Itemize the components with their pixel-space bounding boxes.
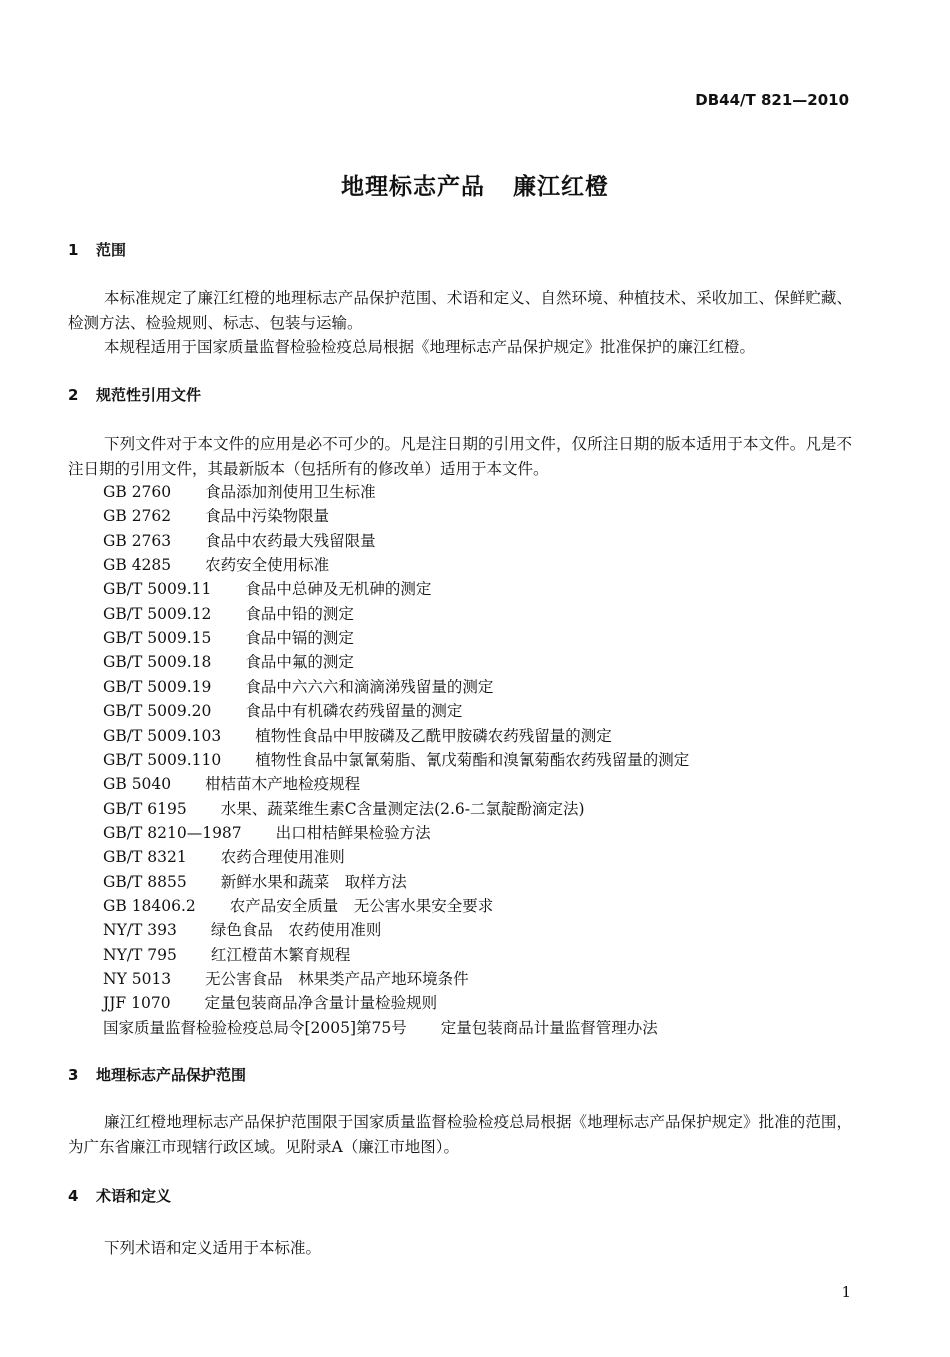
section-1-paragraph-2: 本规程适用于国家质量监督检验检疫总局根据《地理标志产品保护规定》批准保护的廉江红橙。 [104, 338, 756, 356]
reference-title: 食品中六六六和滴滴涕残留量的测定 [245, 677, 494, 696]
reference-title: 食品添加剂使用卫生标准 [205, 483, 376, 501]
section-4-paragraph-1: 下列术语和定义适用于本标准。 [104, 1239, 322, 1257]
reference-title: 植物性食品中氯氰菊脂、氰戊菊酯和溴氰菊酯农药残留量的测定 [255, 750, 690, 769]
reference-code: GB/T 5009.19 [103, 677, 212, 696]
reference-code: GB/T 5009.12 [103, 604, 212, 623]
reference-code: GB 4285 [103, 556, 172, 575]
reference-code: GB/T 5009.18 [103, 653, 212, 672]
reference-title: 农药安全使用标准 [205, 556, 330, 575]
reference-title: 出口柑桔鲜果检验方法 [275, 823, 431, 842]
reference-code: GB/T 5009.11 [103, 580, 212, 599]
reference-item [103, 991, 437, 1013]
title-part-1: 地理标志产品 [341, 174, 485, 200]
reference-code: GB/T 8321 [103, 848, 187, 867]
reference-code: GB/T 5009.110 [103, 750, 222, 769]
reference-title: 定量包装商品净含量计量检验规则 [204, 994, 438, 1013]
reference-item [103, 1016, 658, 1038]
section-1-paragraph-1: 本标准规定了廉江红橙的地理标志产品保护范围、术语和定义、自然环境、种植技术、采收加工、保鲜贮藏、检测方法、检验规则、标志、包装与运输。 [68, 289, 852, 332]
reference-title: 定量包装商品计量监督管理办法 [440, 1018, 658, 1037]
section-3-paragraph-1: 廉江红橙地理标志产品保护范围限于国家质量监督检验检疫总局根据《地理标志产品保护规定》批准的范围，为广东省廉江市现辖行政区域。见附录A（廉江市地图）。 [68, 1113, 852, 1156]
reference-title: 绿色食品 农药使用准则 [210, 921, 382, 940]
section-2-heading [68, 384, 201, 405]
section-3-heading [68, 1064, 246, 1085]
reference-item [103, 650, 354, 672]
section-1-heading [68, 239, 126, 260]
section-title: 术语和定义 [96, 1187, 172, 1205]
reference-item [103, 480, 376, 502]
reference-code: GB 18406.2 [103, 896, 196, 915]
reference-title: 农产品安全质量 无公害水果安全要求 [229, 896, 494, 915]
page-number: 1 [841, 1283, 851, 1301]
reference-title: 新鲜水果和蔬菜 取样方法 [220, 872, 407, 891]
reference-item [103, 529, 376, 551]
reference-item [103, 602, 354, 624]
reference-title: 植物性食品中甲胺磷及乙酰甲胺磷农药残留量的测定 [255, 726, 612, 745]
reference-code: GB/T 5009.15 [103, 629, 212, 648]
reference-code: GB/T 8855 [103, 872, 187, 891]
reference-code: NY 5013 [103, 970, 172, 988]
reference-item [103, 845, 345, 867]
section-2-intro: 下列文件对于本文件的应用是必不可少的。凡是注日期的引用文件，仅所注日期的版本适用于本文件。凡是不注日期的引用文件，其最新版本（包括所有的修改单）适用于本文件。 [68, 435, 852, 478]
title-part-2: 廉江红橙 [513, 174, 609, 200]
reference-item [103, 748, 689, 770]
reference-item [103, 699, 462, 721]
reference-item [103, 675, 493, 697]
reference-title: 农药合理使用准则 [220, 848, 345, 867]
reference-title: 食品中氟的测定 [245, 653, 354, 672]
reference-title: 食品中污染物限量 [205, 507, 330, 526]
reference-item [103, 821, 431, 843]
reference-code: GB/T 5009.20 [103, 702, 212, 721]
reference-title: 食品中总砷及无机砷的测定 [245, 580, 432, 599]
reference-title: 无公害食品 林果类产品产地环境条件 [205, 970, 469, 988]
section-number: 1 [68, 241, 79, 259]
section-number: 4 [68, 1187, 79, 1205]
document-title [0, 168, 950, 201]
reference-title: 红江橙苗木繁育规程 [210, 945, 351, 964]
reference-item [103, 918, 381, 940]
reference-code: GB 2762 [103, 507, 172, 526]
section-4-heading [68, 1185, 171, 1206]
reference-item [103, 553, 329, 575]
reference-item [103, 577, 431, 599]
reference-code: GB/T 6195 [103, 799, 187, 818]
reference-title: 食品中铅的测定 [245, 604, 354, 623]
reference-code: GB 2760 [103, 483, 172, 501]
section-title: 范围 [96, 241, 127, 259]
section-title: 地理标志产品保护范围 [96, 1066, 247, 1084]
reference-item [103, 772, 360, 794]
reference-code: NY/T 393 [103, 921, 177, 940]
reference-code: GB/T 8210—1987 [103, 823, 242, 842]
reference-item [103, 870, 407, 892]
section-number: 2 [68, 386, 79, 404]
reference-code: JJF 1070 [103, 994, 171, 1013]
reference-item [103, 967, 469, 989]
reference-code: GB 5040 [103, 775, 172, 794]
reference-item [103, 943, 350, 965]
section-number: 3 [68, 1066, 79, 1084]
reference-title: 食品中有机磷农药残留量的测定 [245, 702, 463, 721]
reference-item [103, 894, 493, 916]
reference-item [103, 797, 585, 819]
reference-title: 水果、蔬菜维生素C含量测定法(2.6-二氯靛酚滴定法) [220, 799, 585, 818]
reference-code: GB/T 5009.103 [103, 726, 222, 745]
reference-title: 柑桔苗木产地检疫规程 [205, 775, 361, 794]
section-title: 规范性引用文件 [96, 386, 202, 404]
reference-title: 食品中农药最大残留限量 [205, 531, 376, 550]
reference-code: GB 2763 [103, 531, 172, 550]
reference-title: 食品中镉的测定 [245, 629, 354, 648]
reference-item [103, 724, 612, 746]
standard-code: DB44/T 821—2010 [695, 91, 849, 109]
reference-code: 国家质量监督检验检疫总局令[2005]第75号 [103, 1018, 407, 1037]
reference-item [103, 504, 329, 526]
reference-code: NY/T 795 [103, 945, 177, 964]
reference-item [103, 626, 354, 648]
